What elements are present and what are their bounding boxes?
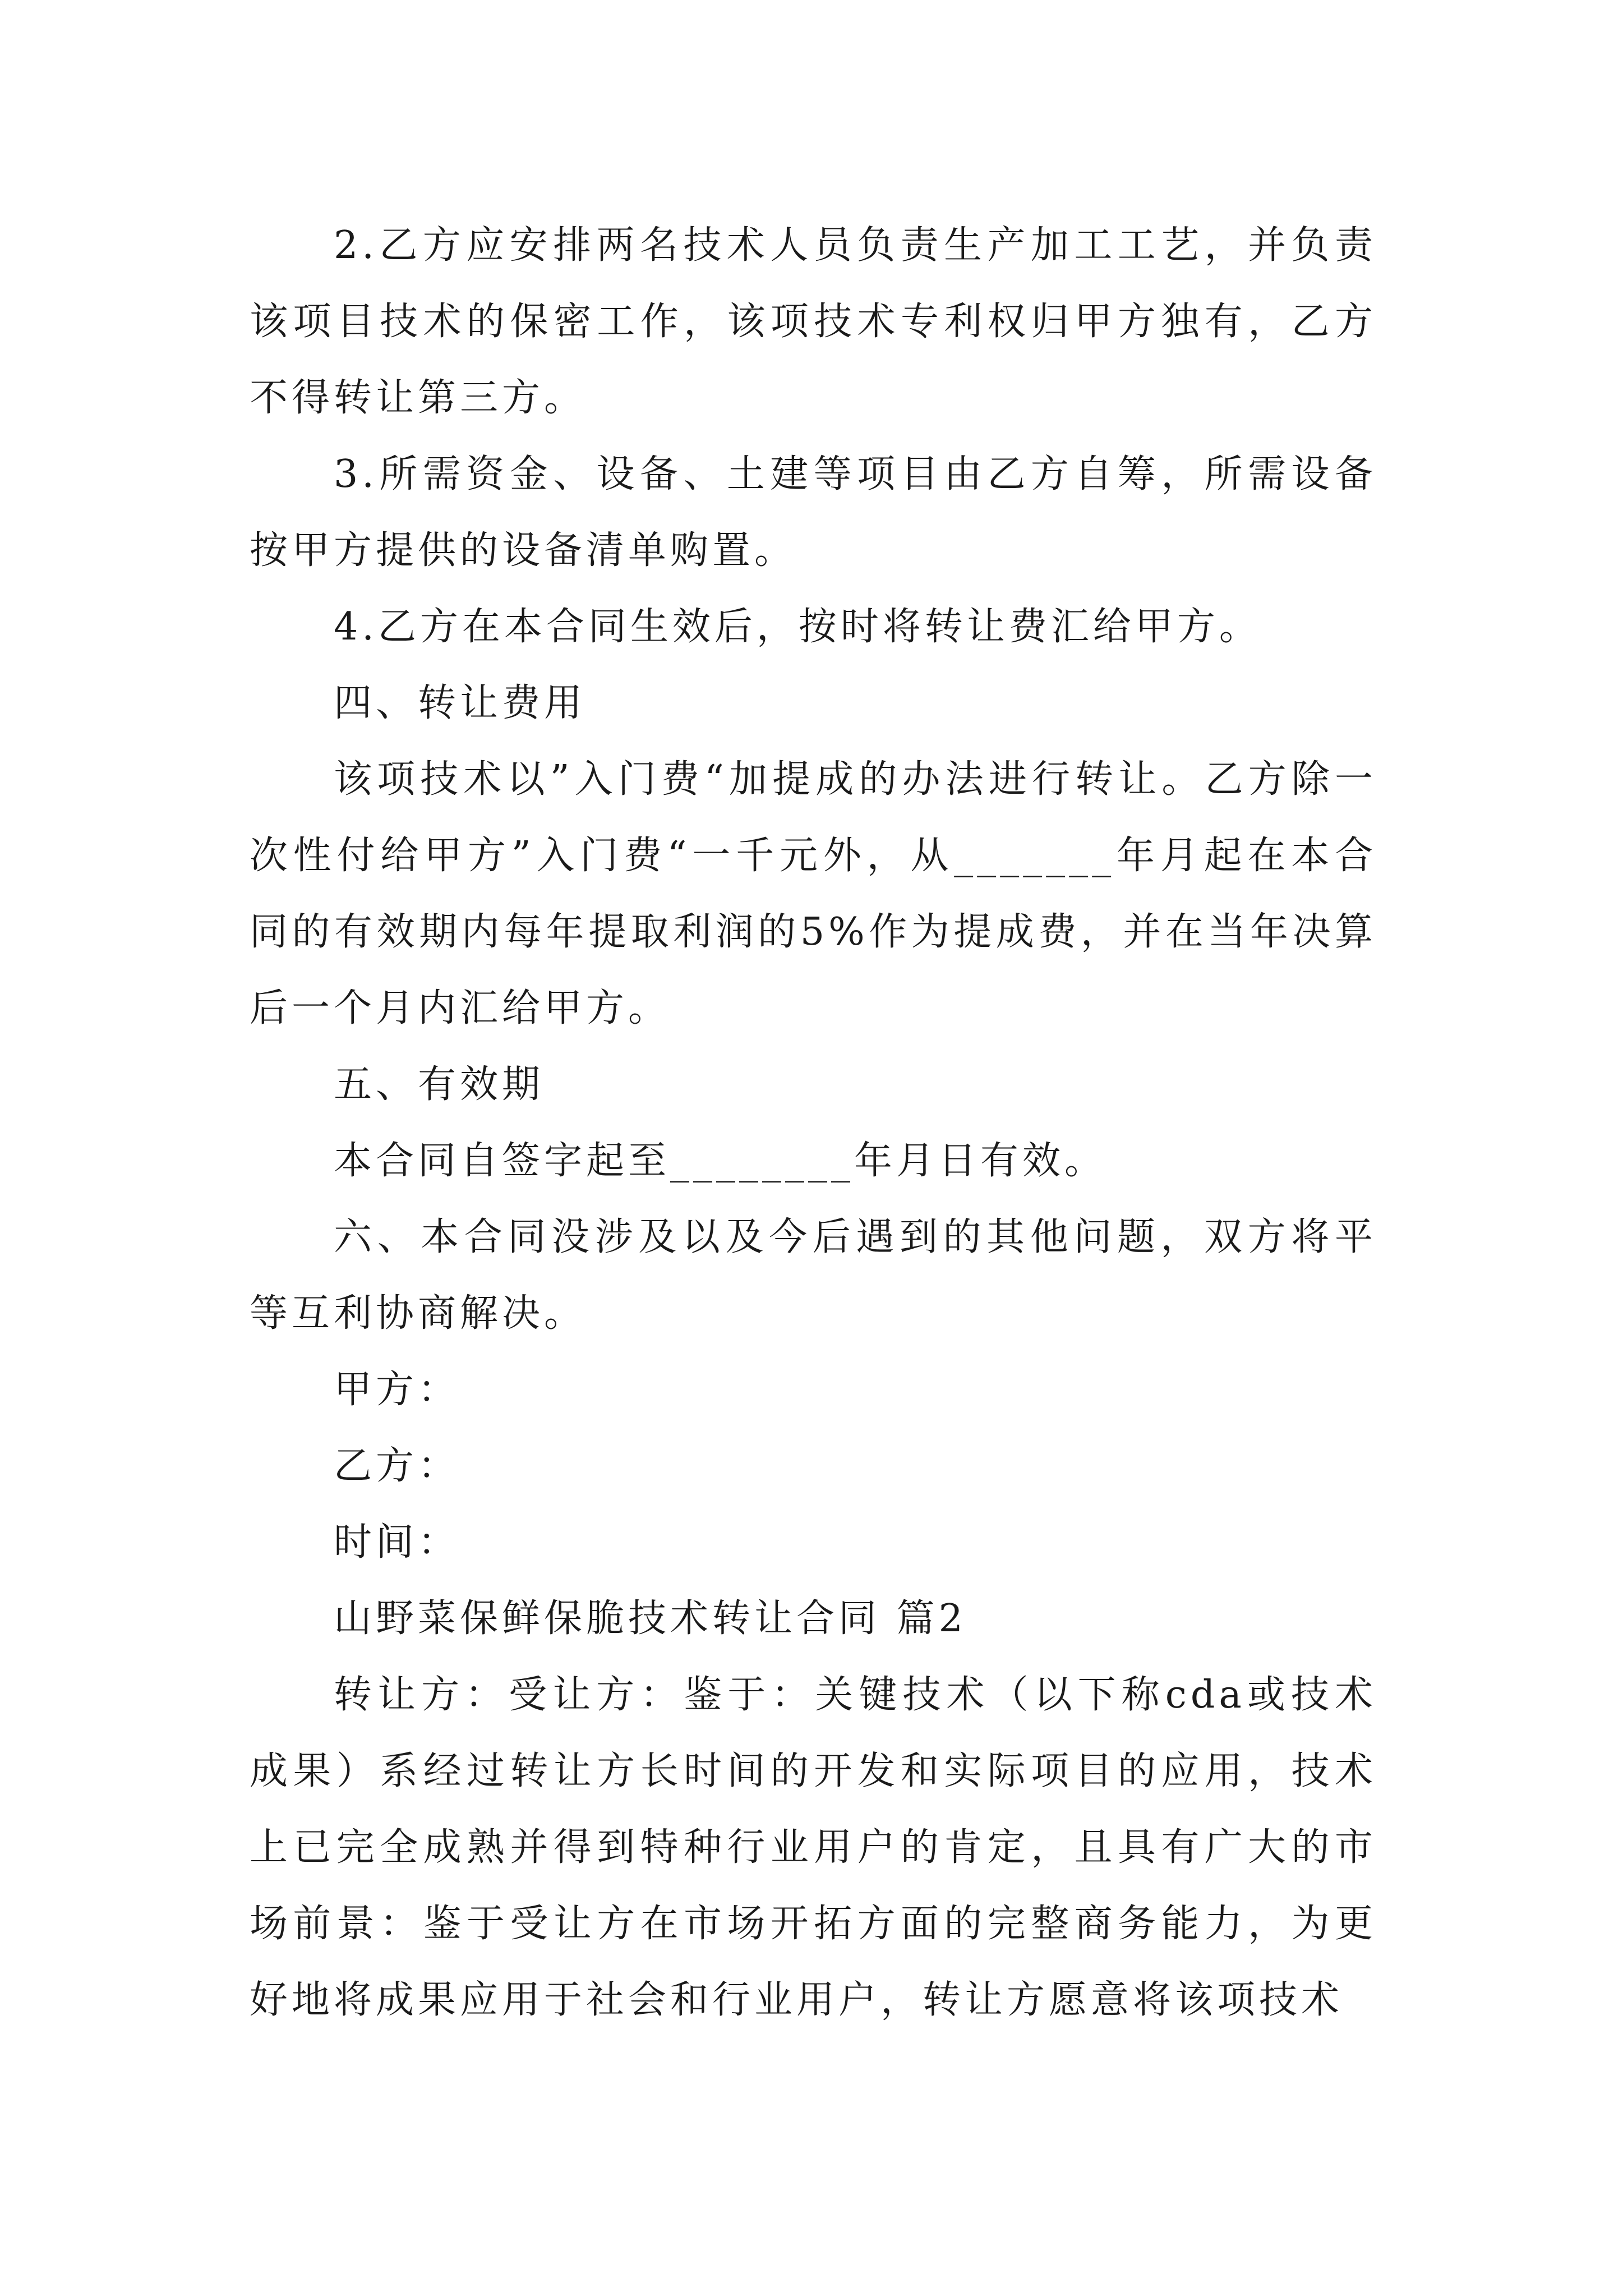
contract-2-title: 山野菜保鲜保脆技术转让合同 篇2: [334, 1596, 967, 1641]
section-heading-fees: 四、转让费用: [334, 681, 587, 725]
clause-3-paragraph: 3.所需资金、设备、土建等项目由乙方自筹，所需设备按甲方提供的设备清单购置。: [250, 452, 1377, 573]
document-body: [250, 208, 1377, 2039]
party-a-signature-line: 甲方：: [334, 1368, 460, 1412]
party-b-signature-line: 乙方：: [334, 1444, 460, 1488]
contract-2-preamble: 转让方：受让方：鉴于：关键技术（以下称cda或技术成果）系经过转让方长时间的开发和实际项目的应用，技术上已完全成熟并得到特种行业用户的肯定，且具有广大的市场前景：鉴于受让方在市场开拓方面的完整商务能力，为更好地将成果应用于社会和行业用户，转让方愿意将该项技术: [250, 1673, 1377, 2022]
clause-2-paragraph: 2.乙方应安排两名技术人员负责生产加工工艺，并负责该项目技术的保密工作，该项技术专利权归甲方独有，乙方不得转让第三方。: [250, 223, 1377, 420]
date-line: 时间：: [334, 1520, 460, 1565]
section-heading-validity: 五、有效期: [334, 1062, 545, 1107]
clause-6-paragraph: 六、本合同没涉及以及今后遇到的其他问题，双方将平等互利协商解决。: [250, 1215, 1377, 1336]
clause-4-paragraph: 4.乙方在本合同生效后，按时将转让费汇给甲方。: [334, 605, 1261, 649]
fees-paragraph: 该项技术以”入门费“加提成的办法进行转让。乙方除一次性付给甲方”入门费“一千元外，从_______年月起在本合同的有效期内每年提取利润的5%作为提成费，并在当年决算后一个月内汇给甲方。: [250, 757, 1377, 1030]
validity-paragraph: 本合同自签字起至________年月日有效。: [334, 1139, 1107, 1183]
